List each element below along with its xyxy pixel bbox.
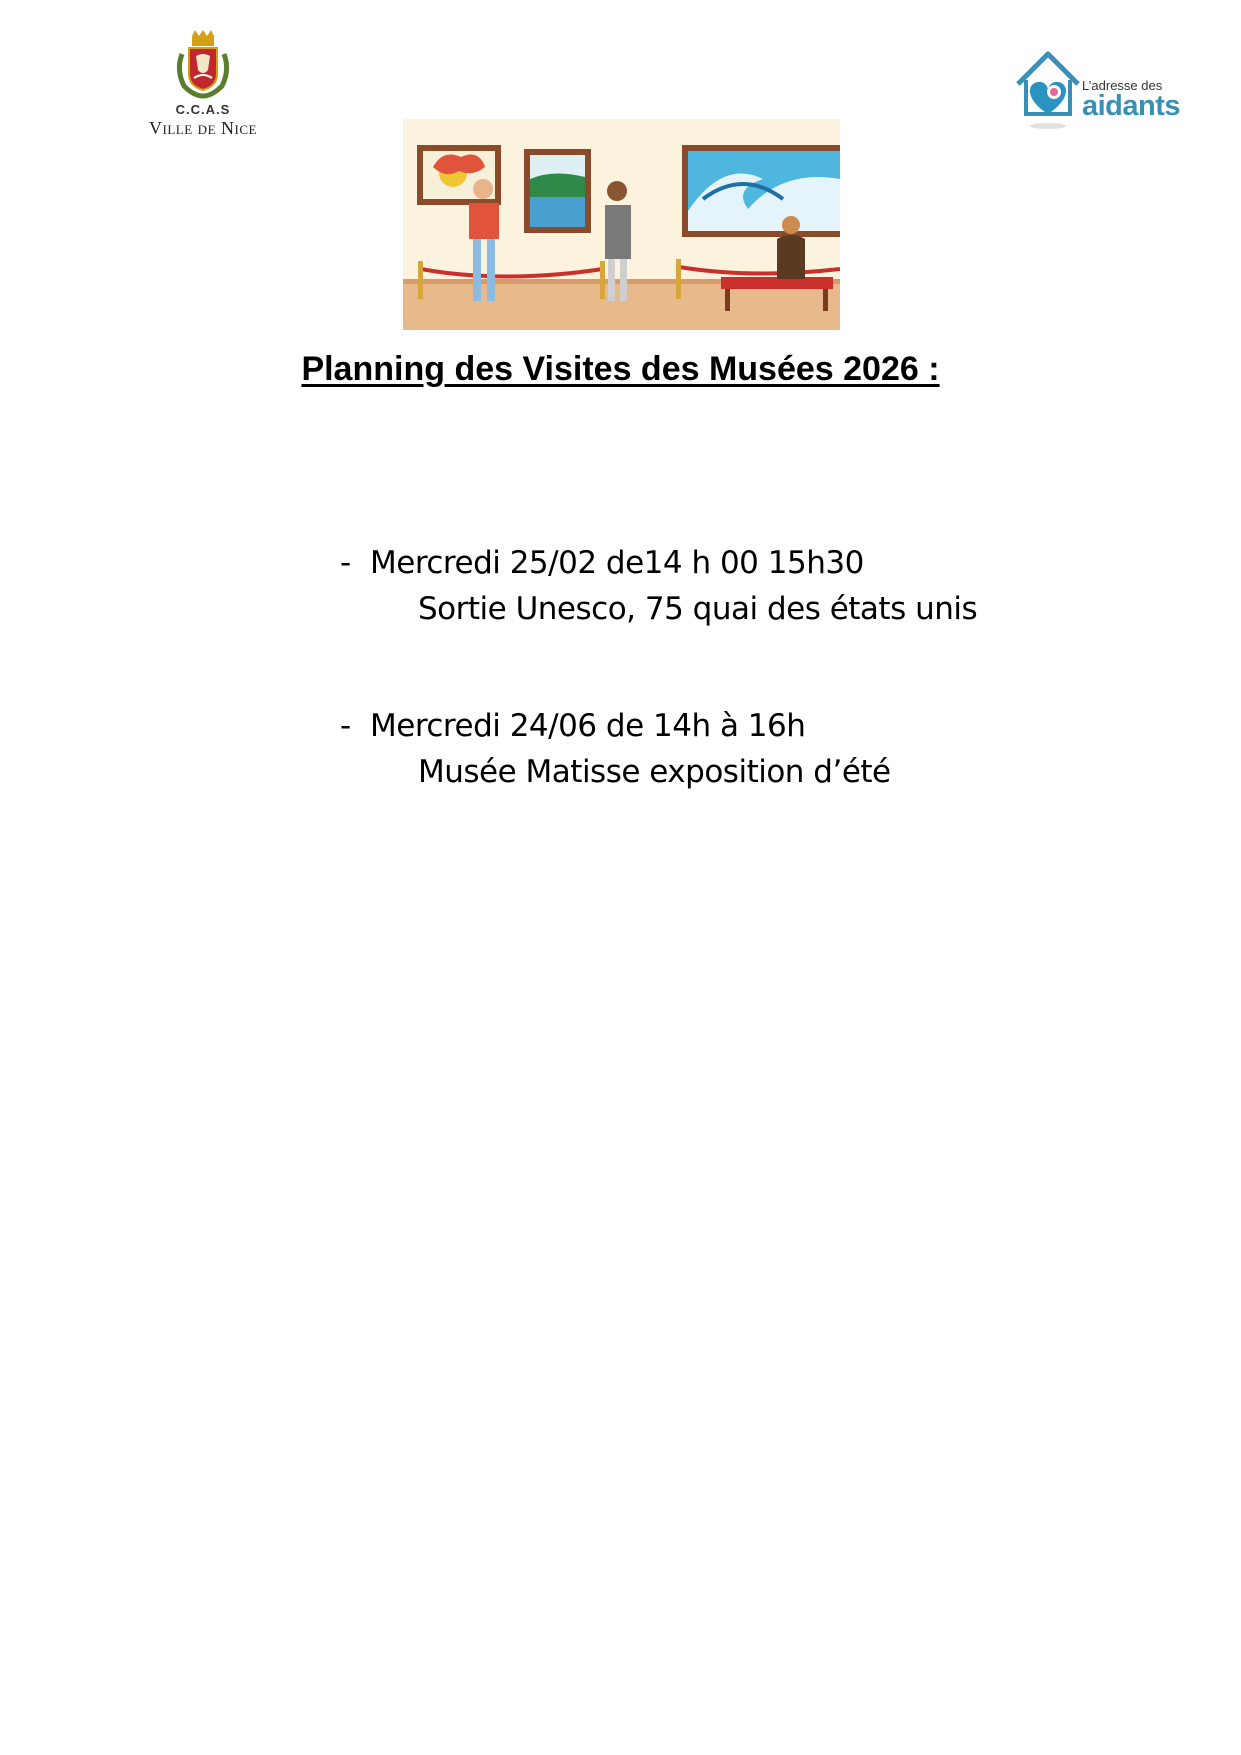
- house-heart-icon: [1012, 44, 1084, 134]
- visit-item-1: [340, 540, 977, 632]
- visit-date: Mercredi 24/06 de 14h à 16h: [370, 708, 806, 744]
- ville-de-nice-label: Ville de Nice: [149, 118, 257, 138]
- ccas-logo: [138, 30, 268, 139]
- aidants-tagline: L’adresse des: [1082, 78, 1163, 93]
- visit-date: Mercredi 25/02 de14 h 00 15h30: [370, 545, 864, 581]
- visit-place: Musée Matisse exposition d’été: [418, 754, 891, 790]
- nice-coat-of-arms-icon: [174, 30, 232, 100]
- aidants-logo: [1012, 44, 1181, 134]
- museum-gallery-illustration: [403, 119, 840, 330]
- visit-bullet: -: [340, 708, 351, 744]
- ccas-label: C.C.A.S: [175, 102, 231, 117]
- aidants-wordmark: aidants: [1082, 90, 1181, 122]
- visit-bullet: -: [340, 545, 351, 581]
- visit-item-2: [340, 703, 891, 795]
- page-title: Planning des Visites des Musées 2026 :: [301, 350, 940, 388]
- visit-place: Sortie Unesco, 75 quai des états unis: [418, 591, 978, 627]
